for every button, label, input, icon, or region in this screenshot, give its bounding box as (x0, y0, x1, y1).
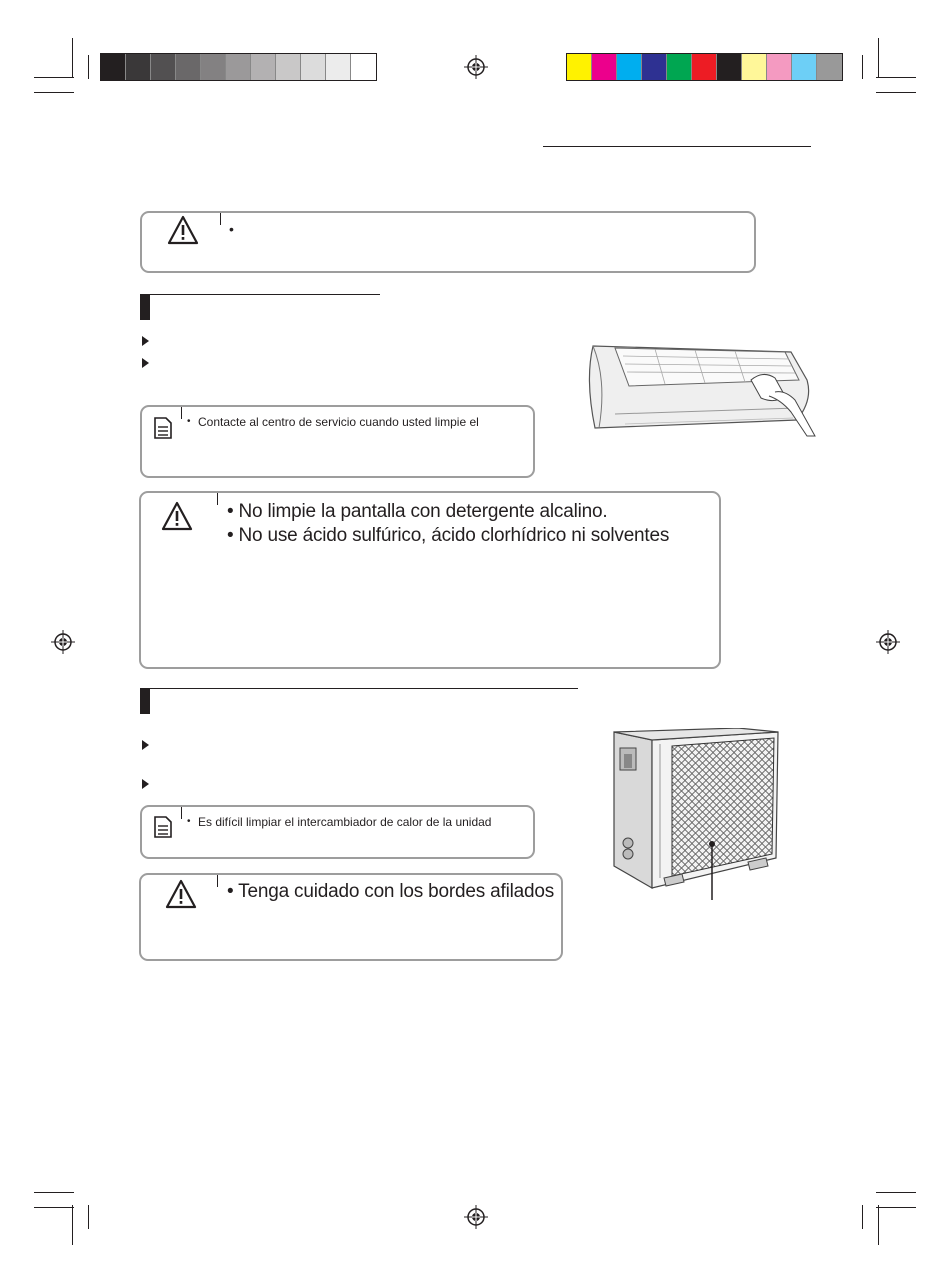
section-heading-indoor (140, 294, 380, 320)
warning-triangle-icon (165, 879, 197, 909)
registration-mark-icon (464, 55, 488, 79)
step-arrow (142, 779, 149, 789)
grayscale-color-bar (100, 53, 377, 81)
registration-mark-icon (51, 630, 75, 654)
warning-triangle-icon (161, 501, 193, 531)
color-swatch (276, 54, 301, 80)
step-arrow (142, 740, 149, 750)
color-swatch (201, 54, 226, 80)
registration-mark-icon (876, 630, 900, 654)
color-swatch (817, 54, 842, 80)
caution-box-edges (139, 873, 563, 961)
header-rule (543, 146, 811, 147)
color-swatch (326, 54, 351, 80)
outdoor-unit-illustration (608, 728, 786, 900)
caution-bullet: • (229, 221, 234, 237)
step-arrow (142, 358, 149, 368)
note-box (140, 805, 535, 859)
color-swatch (351, 54, 376, 80)
section-heading-outdoor (140, 688, 578, 714)
color-swatch (642, 54, 667, 80)
note-text: Es difícil limpiar el intercambiador de calor de la unidad (198, 815, 492, 829)
color-swatch (126, 54, 151, 80)
caution-box (140, 211, 756, 273)
color-swatch (567, 54, 592, 80)
caution-line-edges: • Tenga cuidado con los bordes afilados (227, 881, 555, 902)
color-swatch (592, 54, 617, 80)
note-text: Contacte al centro de servicio cuando usted limpie el (198, 415, 479, 429)
color-swatch (251, 54, 276, 80)
caution-line-detergent: • No limpie la pantalla con detergente alcalino. (227, 501, 608, 522)
color-swatch (617, 54, 642, 80)
note-box (140, 405, 535, 478)
cmyk-color-bar (566, 53, 843, 81)
note-document-icon (153, 416, 173, 440)
color-swatch (792, 54, 817, 80)
color-swatch (692, 54, 717, 80)
color-swatch (742, 54, 767, 80)
caution-line-acid: • No use ácido sulfúrico, ácido clorhídrico ni solventes (227, 525, 670, 546)
step-arrow (142, 336, 149, 346)
note-bullet: • (187, 416, 191, 427)
caution-box-display (139, 491, 721, 669)
color-swatch (101, 54, 126, 80)
color-swatch (301, 54, 326, 80)
note-bullet: • (187, 816, 191, 827)
note-document-icon (153, 815, 173, 839)
color-swatch (176, 54, 201, 80)
warning-triangle-icon (167, 215, 199, 245)
color-swatch (717, 54, 742, 80)
color-swatch (667, 54, 692, 80)
color-swatch (151, 54, 176, 80)
indoor-unit-illustration (585, 340, 817, 440)
color-swatch (226, 54, 251, 80)
registration-mark-icon (464, 1205, 488, 1229)
color-swatch (767, 54, 792, 80)
